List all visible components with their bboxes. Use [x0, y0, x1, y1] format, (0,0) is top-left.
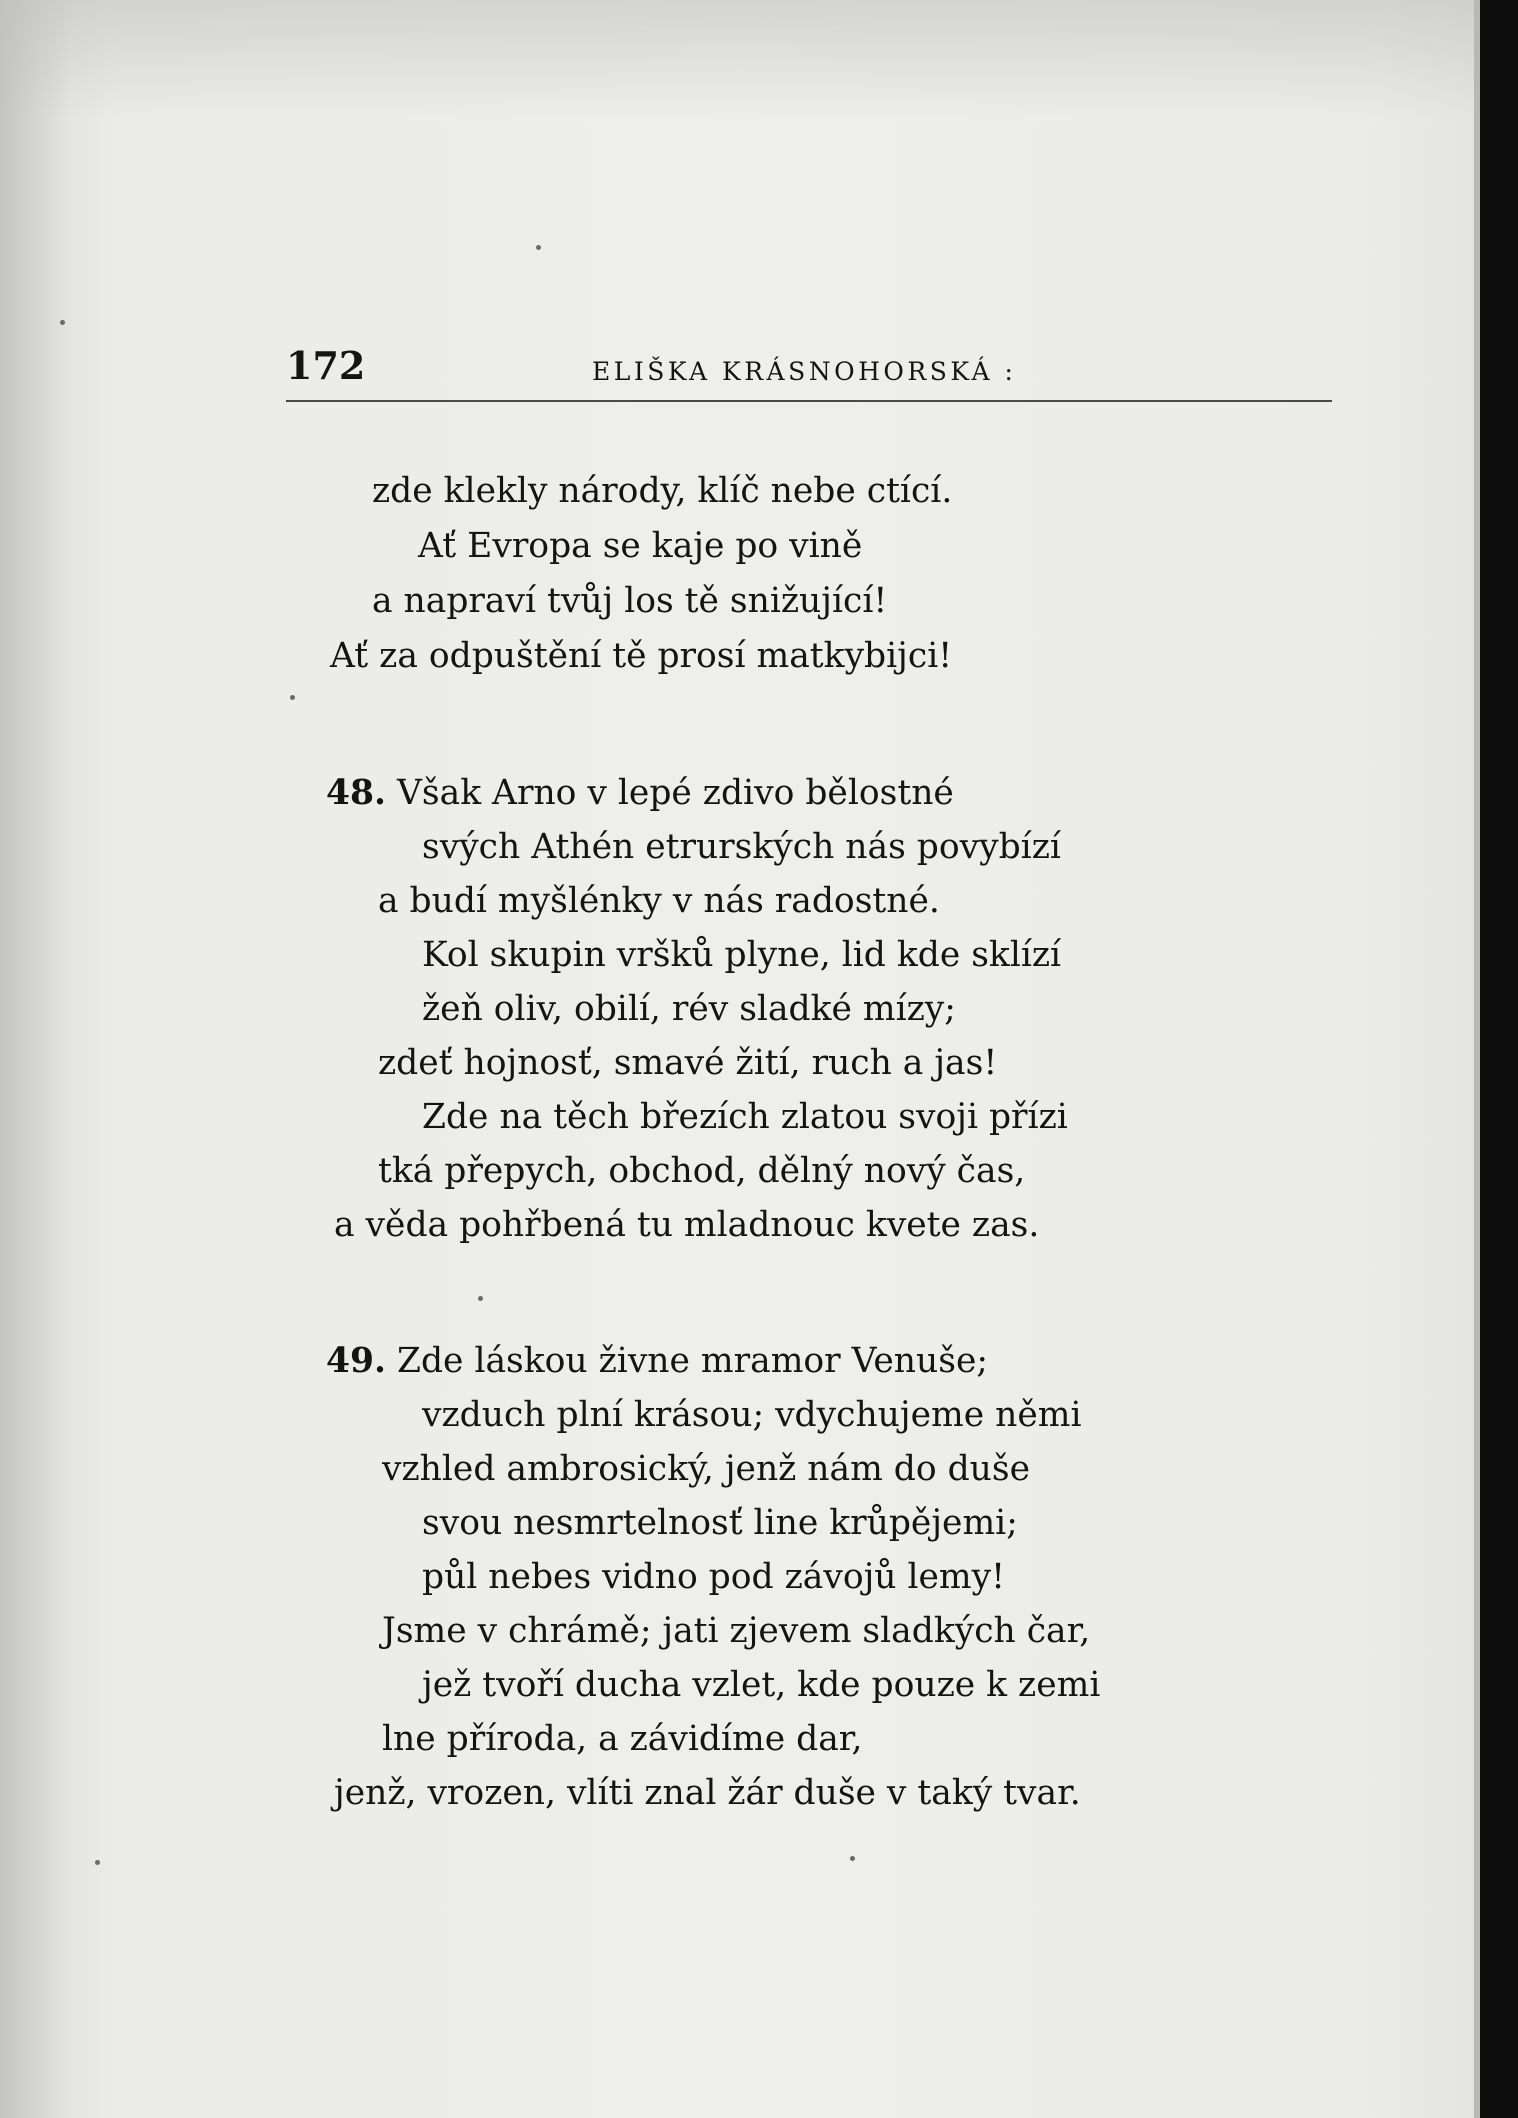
poem-line: Však Arno v lepé zdivo bělostné — [397, 773, 954, 813]
scan-speck — [478, 1296, 483, 1301]
book-binding-edge — [1480, 0, 1518, 2118]
scan-speck — [95, 1860, 100, 1865]
running-title: ELIŠKA KRÁSNOHORSKÁ : — [592, 357, 1017, 386]
stanza-first-line — [326, 768, 954, 818]
poem-line: jenž, vrozen, vlíti znal žár duše v taký tvar. — [334, 1773, 1081, 1813]
scan-speck — [850, 1856, 855, 1861]
poem-line: Kol skupin vršků plyne, lid kde sklízí — [422, 935, 1062, 975]
poem-line: a věda pohřbená tu mladnouc kvete zas. — [334, 1205, 1040, 1245]
poem-line: Jsme v chrámě; jati zjevem sladkých čar, — [382, 1611, 1091, 1651]
poem-line: Ať Evropa se kaje po vině — [418, 526, 863, 566]
running-head — [286, 336, 1332, 396]
page-top-smudge — [0, 0, 1480, 120]
poem-line: svou nesmrtelnosť line krůpějemi; — [422, 1503, 1018, 1543]
poem-line: jež tvoří ducha vzlet, kde pouze k zemi — [422, 1665, 1101, 1705]
stanza-first-line — [326, 1336, 988, 1386]
poem-line: zde klekly národy, klíč nebe ctící. — [372, 471, 953, 511]
scan-speck — [60, 320, 65, 325]
poem-line: Ať za odpuštění tě prosí matkybijci! — [330, 636, 953, 676]
stanza-number: 49. — [326, 1341, 387, 1381]
poem-line: a budí myšlénky v nás radostné. — [378, 881, 940, 921]
poem-line: vzduch plní krásou; vdychujeme němi — [422, 1395, 1082, 1435]
poem-line: Zde na těch březích zlatou svoji přízi — [422, 1097, 1068, 1137]
poem-line: Zde láskou živne mramor Venuše; — [397, 1341, 988, 1381]
poem-line: vzhled ambrosický, jenž nám do duše — [382, 1449, 1031, 1489]
poem-line: svých Athén etrurských nás povybízí — [422, 827, 1061, 867]
poem-line: lne příroda, a závidíme dar, — [382, 1719, 863, 1759]
scan-speck — [536, 245, 541, 250]
poem-line: půl nebes vidno pod závojů lemy! — [422, 1557, 1005, 1597]
poem-line: zdeť hojnosť, smavé žití, ruch a jas! — [378, 1043, 998, 1083]
poem-line: a napraví tvůj los tě snižující! — [372, 581, 888, 621]
poem-line: tká přepych, obchod, dělný nový čas, — [378, 1151, 1026, 1191]
page-number: 172 — [286, 343, 366, 388]
page-edge-shadow — [0, 0, 70, 2118]
header-rule — [286, 400, 1332, 402]
stanza-number: 48. — [326, 773, 387, 813]
poem-line: žeň oliv, obilí, rév sladké mízy; — [422, 989, 956, 1029]
scan-speck — [290, 695, 295, 700]
